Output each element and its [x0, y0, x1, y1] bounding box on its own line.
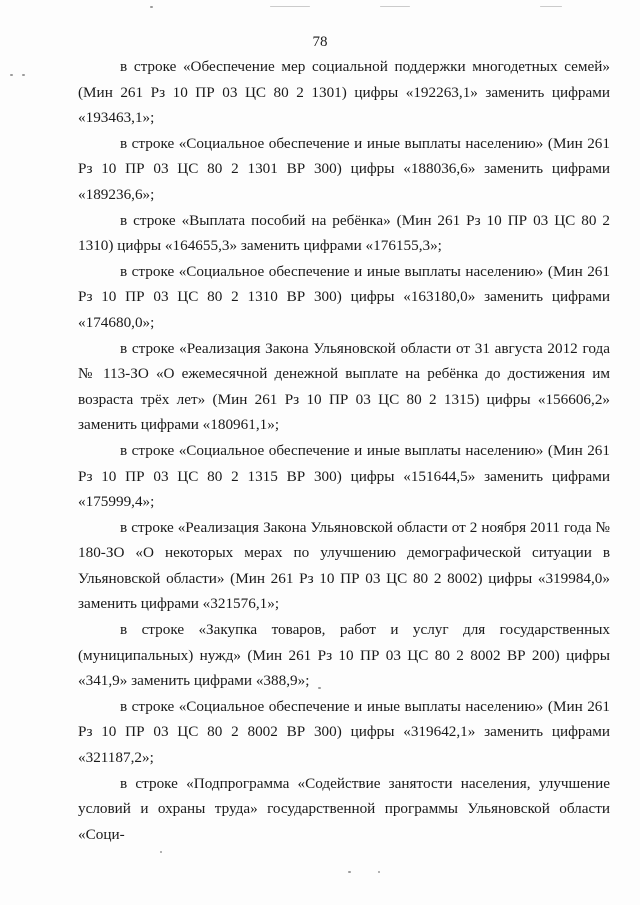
- scan-artifact: [380, 6, 410, 7]
- paragraph: в строке «Социальное обеспечение и иные выплаты населению» (Мин 261 Рз 10 ПР 03 ЦС 80 2 1310 ВР 300) цифры «163180,0» заменить цифрами «174680,0»;: [78, 262, 610, 331]
- paragraph: в строке «Реализация Закона Ульяновской области от 2 ноября 2011 года № 180-ЗО «О некоторых мерах по улучшению демографической ситуации в Ульяновской области» (Мин 261 Рз 10 ПР 03 ЦС 80 2 8002) цифры «319984,0» заменить цифрами «321576,1»;: [78, 518, 610, 613]
- scan-artifact: [10, 74, 13, 76]
- scan-artifact: [150, 6, 153, 8]
- paragraph: в строке «Социальное обеспечение и иные выплаты населению» (Мин 261 Рз 10 ПР 03 ЦС 80 2 1315 ВР 300) цифры «151644,5» заменить цифрами «175999,4»;: [78, 441, 610, 511]
- scan-artifact: [378, 871, 380, 873]
- paragraph: в строке «Обеспечение мер социальной поддержки многодетных семей» (Мин 261 Рз 10 ПР 03 ЦС 80 2 1301) цифры «192263,1» заменить цифрами «193463,1»;: [78, 58, 610, 127]
- scan-artifact: [270, 6, 310, 7]
- paragraph: в строке «Закупка товаров, работ и услуг для государственных (муниципальных) нужд» (Мин 261 Рз 10 ПР 03 ЦС 80 2 8002 ВР 200) цифры «341,9» заменить цифрами «388,9»;: [78, 621, 610, 690]
- paragraph: в строке «Социальное обеспечение и иные выплаты населению» (Мин 261 Рз 10 ПР 03 ЦС 80 2 8002 ВР 300) цифры «319642,1» заменить цифрами «321187,2»;: [78, 697, 610, 767]
- paragraph: в строке «Выплата пособий на ребёнка» (Мин 261 Рз 10 ПР 03 ЦС 80 2 1310) цифры «164655,3» заменить цифрами «176155,3»;: [78, 211, 610, 255]
- paragraph: в строке «Социальное обеспечение и иные выплаты населению» (Мин 261 Рз 10 ПР 03 ЦС 80 2 1301 ВР 300) цифры «188036,6» заменить цифрами «189236,6»;: [78, 134, 610, 203]
- paragraph: в строке «Подпрограмма «Содействие занятости населения, улучшение условий и охраны труда» государственной программы Ульяновской области «Соци-: [78, 774, 610, 843]
- scan-artifact: [348, 871, 351, 873]
- scan-artifact: [22, 74, 25, 76]
- page-number: 78: [312, 34, 328, 50]
- scan-artifact: [160, 851, 162, 853]
- paragraph: в строке «Реализация Закона Ульяновской области от 31 августа 2012 года № 113-ЗО «О ежемесячной денежной выплате на ребёнка до достижения им возраста трёх лет» (Мин 261 Рз 10 ПР 03 ЦС 80 2 1315) цифры «156606,2» заменить цифрами «180961,1»;: [78, 339, 610, 434]
- scan-artifact: [540, 6, 562, 7]
- document-body: [78, 54, 610, 847]
